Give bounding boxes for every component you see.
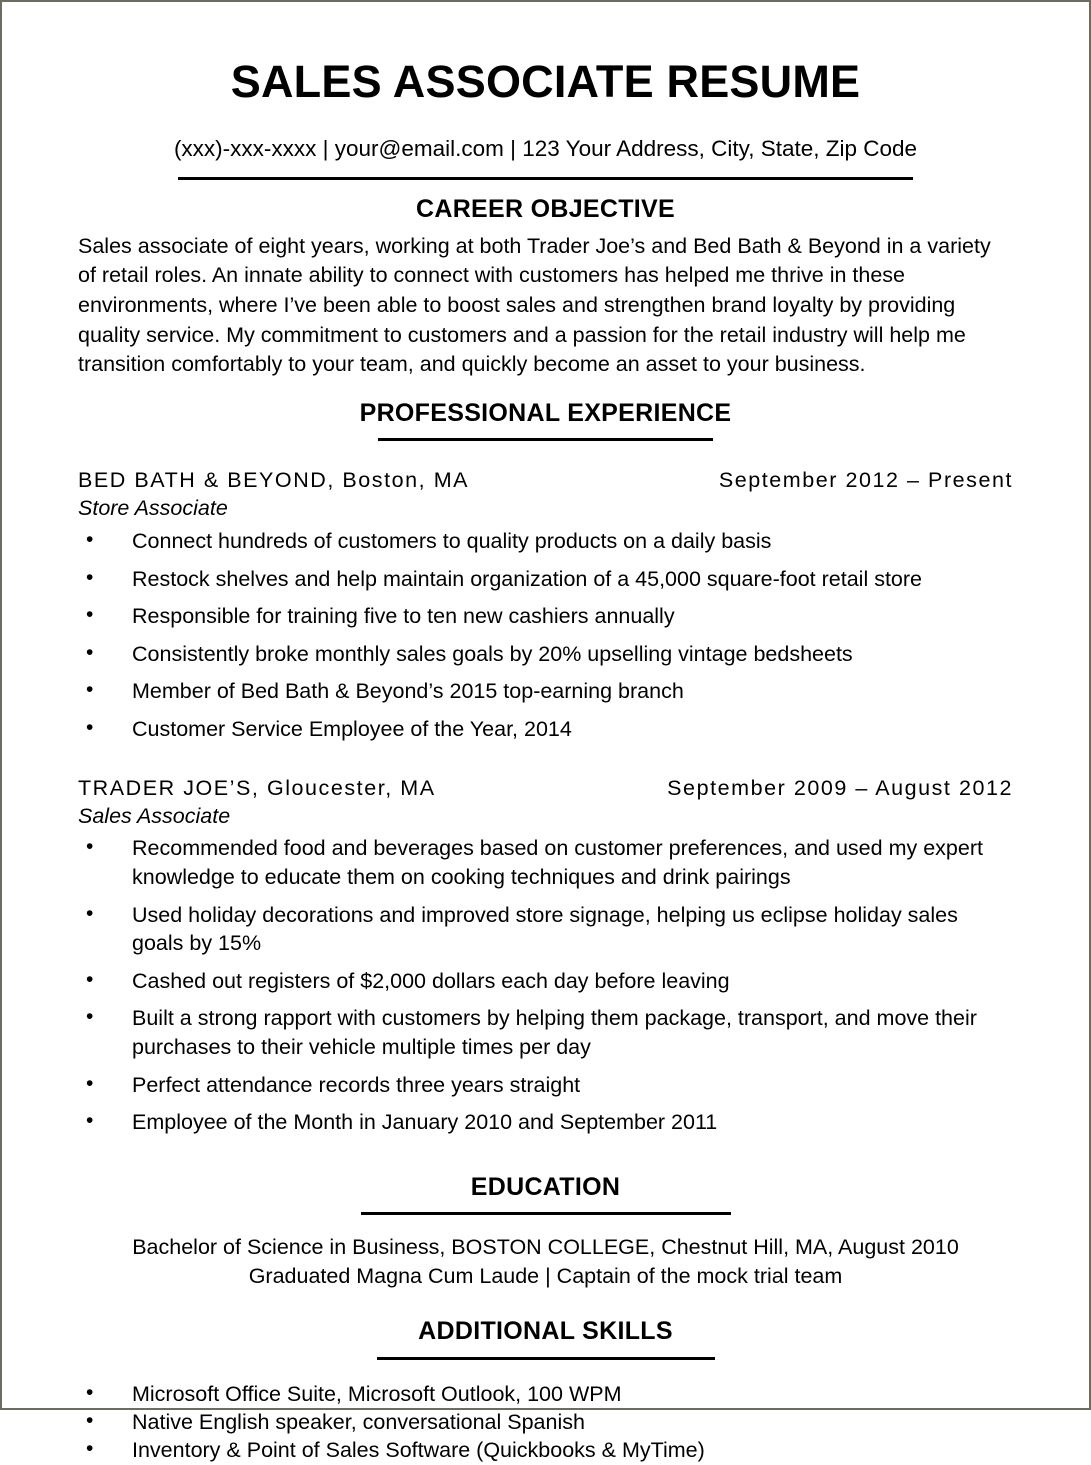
job-header xyxy=(78,775,1013,803)
experience-item xyxy=(78,467,1013,743)
list-item: • Cashed out registers of $2,000 dollars each day before leaving xyxy=(78,967,1013,996)
job-role: Sales Associate xyxy=(78,803,231,828)
job-bullet-list xyxy=(78,527,1013,744)
education-details xyxy=(78,1233,1013,1290)
list-item: • Native English speaker, conversational Spanish xyxy=(78,1408,1013,1436)
list-item: • Microsoft Office Suite, Microsoft Outlook, 100 WPM xyxy=(78,1380,1013,1408)
skills-divider xyxy=(377,1357,715,1360)
list-item: • Consistently broke monthly sales goals by 20% upselling vintage bedsheets xyxy=(78,640,1013,669)
section-heading-professional-experience: PROFESSIONAL EXPERIENCE xyxy=(359,398,732,427)
list-item: • Restock shelves and help maintain organization of a 45,000 square-foot retail store xyxy=(78,565,1013,594)
list-item: • Built a strong rapport with customers by helping them package, transport, and move their purchases to their vehicle multiple times per day xyxy=(78,1004,1013,1061)
spacer xyxy=(78,380,1013,398)
experience-item xyxy=(78,775,1013,1137)
header-divider xyxy=(178,177,913,180)
career-objective-body: Sales associate of eight years, working at both Trader Joe’s and Bed Bath & Beyond in a variety of retail roles. An innate ability to connect with customers has helped me thrive in these environments, where I’ve been able to boost sales and strengthen brand loyalty by providing quality service. My commitment to customers and a passion for the retail industry will help me transition comfortably to your team, and quickly become an asset to your business. xyxy=(78,233,991,377)
list-item: • Recommended food and beverages based on customer preferences, and used my expert knowledge to educate them on cooking techniques and drink pairings xyxy=(78,834,1013,891)
skills-list-wrap xyxy=(78,1380,1013,1465)
contact-line: (xxx)-xxx-xxxx | your@email.com | 123 Your Address, City, State, Zip Code xyxy=(173,136,918,162)
page-title: SALES ASSOCIATE RESUME xyxy=(230,56,861,107)
list-item: • Connect hundreds of customers to quality products on a daily basis xyxy=(78,527,1013,556)
spacer xyxy=(78,753,1013,775)
spacer xyxy=(78,1290,1013,1316)
job-header xyxy=(78,467,1013,495)
experience-list xyxy=(78,467,1013,1137)
job-role: Store Associate xyxy=(78,496,228,521)
section-professional-experience xyxy=(78,398,1013,1137)
section-career-objective xyxy=(78,194,1013,380)
skills-bullet-list xyxy=(78,1380,1013,1465)
section-heading-education: EDUCATION xyxy=(470,1172,621,1201)
list-item: • Perfect attendance records three years straight xyxy=(78,1071,1013,1100)
list-item: • Employee of the Month in January 2010 and September 2011 xyxy=(78,1108,1013,1137)
education-line: Bachelor of Science in Business, BOSTON COLLEGE, Chestnut Hill, MA, August 2010 xyxy=(132,1235,959,1260)
list-item: • Member of Bed Bath & Beyond’s 2015 top-earning branch xyxy=(78,677,1013,706)
spacer xyxy=(78,441,1013,467)
section-education xyxy=(78,1172,1013,1290)
resume-sheet xyxy=(2,2,1089,1463)
list-item: • Responsible for training five to ten new cashiers annually xyxy=(78,602,1013,631)
education-divider xyxy=(361,1212,731,1215)
job-bullet-list xyxy=(78,834,1013,1136)
education-line: Graduated Magna Cum Laude | Captain of the mock trial team xyxy=(248,1263,843,1288)
section-heading-career-objective: CAREER OBJECTIVE xyxy=(415,195,675,224)
section-additional-skills xyxy=(78,1316,1013,1464)
job-dates: September 2009 – August 2012 xyxy=(667,775,1013,800)
job-dates: September 2012 – Present xyxy=(718,468,1013,493)
spacer xyxy=(78,1146,1013,1172)
section-heading-additional-skills: ADDITIONAL SKILLS xyxy=(418,1317,673,1346)
list-item: • Inventory & Point of Sales Software (Quickbooks & MyTime) xyxy=(78,1436,1013,1464)
list-item: • Used holiday decorations and improved store signage, helping us eclipse holiday sales goals by 15% xyxy=(78,901,1013,958)
list-item: • Customer Service Employee of the Year, 2014 xyxy=(78,715,1013,744)
job-company: TRADER JOE’S, Gloucester, MA xyxy=(78,775,436,800)
job-company: BED BATH & BEYOND, Boston, MA xyxy=(78,468,470,493)
